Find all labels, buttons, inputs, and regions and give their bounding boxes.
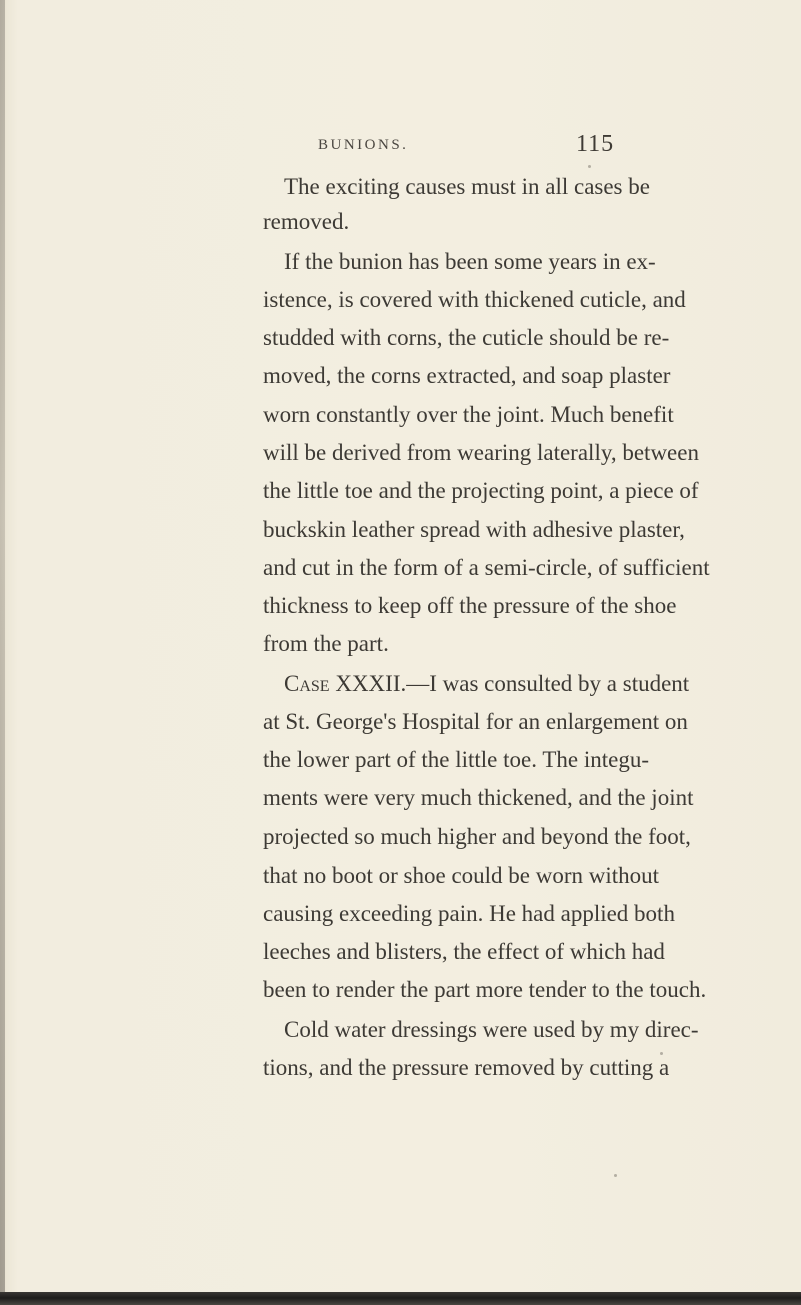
text-line: causing exceeding pain. He had applied both [263,901,675,926]
text-line: If the bunion has been some years in ex- [284,249,656,274]
text-line: leeches and blisters, the effect of which had [263,939,665,964]
text-line: the lower part of the little toe. The integu- [263,747,649,772]
text-line: projected so much higher and beyond the foot, [263,824,691,849]
text-line: Cold water dressings were used by my direc- [284,1017,699,1042]
text-line: and cut in the form of a semi-circle, of sufficient [263,555,710,580]
text-line: moved, the corns extracted, and soap plaster [263,363,671,388]
page-bottom-edge [0,1292,801,1305]
paper-speck [588,165,591,168]
text-line: The exciting causes must in all cases be [284,174,650,199]
running-head: BUNIONS. [318,137,409,153]
text-line: that no boot or shoe could be worn without [263,863,660,888]
text-line: the little toe and the projecting point, a piece of [263,478,699,503]
page-binding-edge [0,0,5,1305]
text-line: istence, is covered with thickened cuticle, and [263,287,686,312]
text-line: worn constantly over the joint. Much benefit [263,402,674,427]
page-number: 115 [576,131,615,157]
text-line: studded with corns, the cuticle should be re- [263,325,670,350]
text-line: been to render the part more tender to the touch. [263,977,707,1002]
text-line: from the part. [263,631,389,656]
text-line: will be derived from wearing laterally, between [263,440,699,465]
text-line: buckskin leather spread with adhesive plaster, [263,517,685,542]
paper-speck [660,1052,663,1055]
page-header [0,133,801,163]
text-line: thickness to keep off the pressure of the shoe [263,593,677,618]
paper-speck [614,1174,617,1177]
text-line: tions, and the pressure removed by cutting a [263,1055,670,1080]
text-line: removed. [263,209,350,234]
text-line: at St. George's Hospital for an enlargement on [263,709,688,734]
text-line: Case XXXII.—I was consulted by a student [284,671,690,696]
text-line: ments were very much thickened, and the joint [263,785,694,810]
case-label: Case [284,671,330,696]
